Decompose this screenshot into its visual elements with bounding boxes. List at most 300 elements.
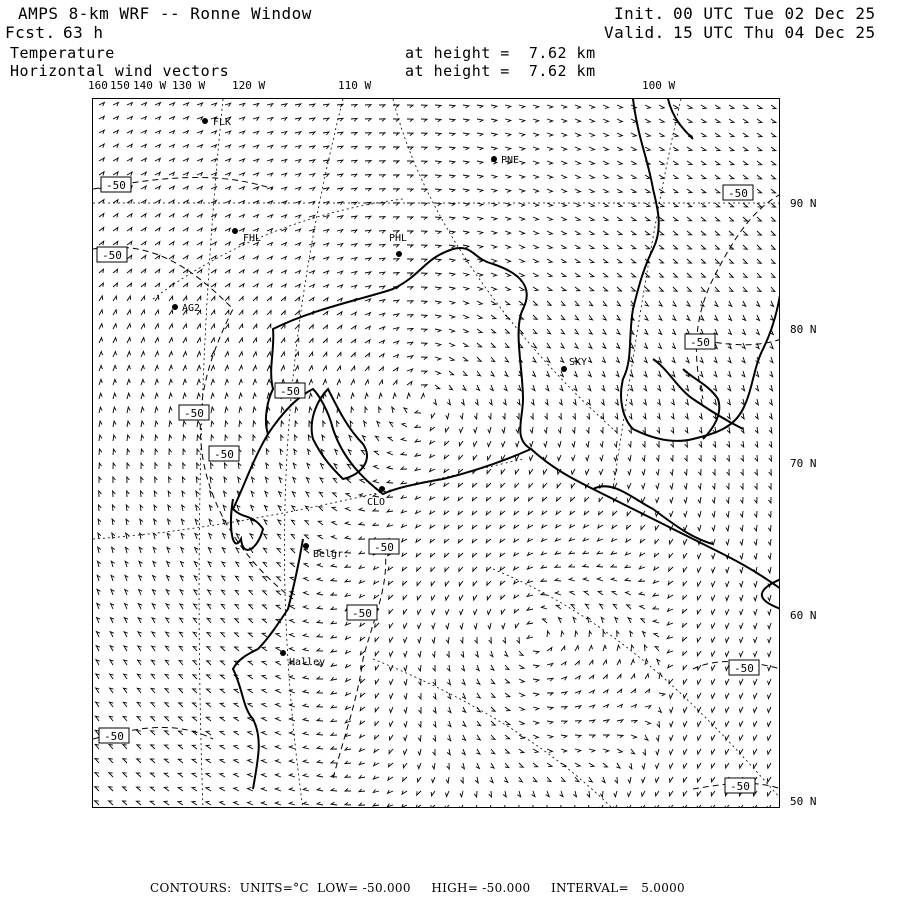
- wind-vector: [699, 441, 702, 447]
- wind-vector: [712, 511, 715, 517]
- wind-vector: [141, 310, 145, 315]
- wind-vector: [757, 105, 762, 109]
- wind-vector: [387, 466, 393, 469]
- wind-vector: [403, 763, 407, 768]
- wind-vector: [575, 147, 581, 151]
- wind-vector: [179, 675, 183, 679]
- wind-vector: [727, 399, 730, 405]
- wind-vector: [491, 315, 496, 319]
- wind-vector: [165, 717, 169, 721]
- wind-vector: [683, 735, 687, 740]
- wind-vector: [626, 538, 631, 542]
- wind-vector: [365, 119, 371, 122]
- wind-vector: [295, 187, 301, 190]
- wind-vector: [461, 665, 464, 671]
- wind-vector: [320, 478, 324, 483]
- wind-vector: [141, 269, 146, 273]
- wind-vector: [757, 119, 762, 123]
- wind-vector: [575, 287, 580, 291]
- wind-vector: [155, 324, 159, 329]
- wind-vector: [351, 393, 354, 399]
- wind-vector: [613, 511, 617, 515]
- wind-vector: [239, 284, 244, 288]
- wind-vector: [433, 679, 436, 685]
- wind-vector: [197, 393, 200, 399]
- wind-vector: [754, 525, 757, 531]
- wind-vector: [379, 203, 385, 206]
- wind-vector: [331, 719, 337, 722]
- wind-vector: [771, 175, 776, 179]
- wind-vector: [603, 675, 607, 679]
- wind-vector: [140, 533, 143, 539]
- wind-vector: [374, 762, 379, 766]
- wind-vector: [141, 324, 145, 329]
- wind-vector: [570, 591, 575, 595]
- wind-vector: [491, 735, 495, 739]
- wind-vector: [351, 380, 355, 385]
- wind-vector: [304, 549, 309, 553]
- wind-vector: [435, 385, 440, 389]
- wind-vector: [477, 273, 483, 276]
- wind-vector: [225, 379, 228, 385]
- wind-vector: [683, 609, 687, 613]
- wind-vector: [309, 271, 315, 274]
- wind-vector: [739, 805, 743, 808]
- wind-vector: [433, 735, 436, 741]
- wind-vector: [561, 217, 566, 221]
- wind-vector: [459, 805, 463, 808]
- wind-vector: [656, 483, 659, 489]
- wind-vector: [430, 468, 435, 472]
- wind-vector: [234, 745, 239, 749]
- wind-vector: [183, 131, 189, 134]
- wind-vector: [643, 632, 647, 637]
- wind-vector: [239, 379, 242, 385]
- wind-vector: [673, 203, 678, 207]
- wind-vector: [505, 763, 509, 768]
- wind-vector: [602, 385, 605, 391]
- wind-vector: [586, 441, 589, 447]
- wind-vector: [309, 243, 315, 246]
- wind-vector: [543, 483, 547, 488]
- wind-vector: [449, 329, 455, 332]
- wind-vector: [449, 245, 455, 248]
- wind-vector: [351, 312, 356, 316]
- wind-vector: [491, 357, 495, 362]
- wind-vector: [683, 539, 687, 544]
- wind-vector: [476, 679, 480, 684]
- wind-vector: [617, 147, 622, 151]
- wind-vector: [502, 623, 505, 629]
- wind-vector: [670, 497, 673, 503]
- wind-vector: [317, 564, 323, 567]
- wind-vector: [239, 187, 245, 191]
- wind-vector: [323, 174, 329, 177]
- wind-vector: [459, 553, 463, 557]
- wind-vector: [644, 357, 647, 363]
- wind-vector: [473, 595, 477, 600]
- wind-vector: [359, 537, 365, 540]
- wind-vector: [598, 591, 603, 595]
- wind-vector: [462, 735, 466, 740]
- wind-vector: [458, 497, 463, 501]
- wind-vector: [617, 119, 622, 123]
- wind-vector: [137, 773, 142, 777]
- wind-vector: [631, 133, 636, 137]
- wind-vector: [687, 147, 692, 151]
- wind-vector: [331, 578, 337, 581]
- wind-vector: [701, 231, 706, 235]
- wind-vector: [715, 287, 719, 291]
- wind-vector: [407, 161, 413, 164]
- wind-vector: [541, 606, 547, 609]
- wind-vector: [641, 805, 645, 808]
- wind-vector: [323, 366, 327, 371]
- wind-vector: [155, 310, 159, 315]
- wind-vector: [687, 259, 691, 263]
- wind-vector: [727, 427, 730, 433]
- wind-vector: [196, 477, 199, 483]
- wind-vector: [220, 773, 225, 777]
- wind-vector: [533, 735, 539, 739]
- wind-vector: [683, 553, 687, 558]
- wind-vector: [291, 520, 295, 525]
- wind-vector: [715, 175, 720, 179]
- wind-vector: [225, 421, 228, 427]
- wind-vector: [123, 759, 127, 763]
- wind-vector: [155, 352, 159, 358]
- wind-vector: [197, 186, 202, 190]
- wind-vector: [458, 525, 463, 529]
- wind-vector: [99, 214, 104, 218]
- wind-vector: [351, 105, 357, 108]
- wind-vector: [547, 301, 551, 305]
- wind-vector: [547, 189, 553, 193]
- wind-vector: [359, 522, 365, 525]
- wind-vector: [197, 352, 201, 357]
- wind-vector: [421, 343, 427, 346]
- wind-vector: [560, 791, 563, 797]
- wind-vector: [206, 731, 211, 735]
- wind-vector: [323, 229, 329, 232]
- wind-vector: [547, 175, 553, 178]
- wind-vector: [375, 707, 379, 712]
- wind-vector: [757, 217, 761, 221]
- wind-vector: [303, 648, 309, 651]
- wind-vector: [281, 159, 287, 162]
- wind-vector: [446, 609, 450, 615]
- wind-vector: [337, 160, 343, 163]
- wind-vector: [561, 777, 565, 781]
- wind-vector: [195, 548, 199, 554]
- contour-line: [333, 539, 386, 779]
- wind-vector: [561, 161, 567, 165]
- wind-vector: [613, 805, 617, 808]
- wind-vector: [346, 636, 352, 640]
- wind-vector: [99, 241, 104, 245]
- wind-vector: [373, 509, 379, 512]
- wind-vector: [462, 721, 466, 726]
- wind-vector: [486, 525, 491, 529]
- wind-vector: [181, 562, 185, 568]
- wind-vector: [402, 553, 407, 557]
- wind-vector: [715, 105, 720, 109]
- wind-vector: [309, 393, 312, 399]
- wind-vector: [251, 505, 255, 511]
- wind-vector: [770, 301, 774, 306]
- wind-vector: [687, 203, 692, 207]
- wind-vector: [729, 119, 734, 123]
- wind-vector: [533, 231, 539, 235]
- wind-vector: [739, 721, 743, 726]
- wind-vector: [401, 510, 407, 513]
- wind-vector: [303, 788, 309, 791]
- wind-vector: [603, 105, 609, 109]
- wind-vector: [165, 646, 169, 651]
- wind-vector: [617, 631, 620, 637]
- wind-vector: [491, 343, 495, 347]
- wind-vector: [447, 735, 450, 741]
- wind-vector: [584, 524, 589, 528]
- wind-vector: [505, 217, 511, 220]
- wind-vector: [99, 421, 102, 427]
- wind-vector: [239, 297, 243, 301]
- wind-vector: [295, 271, 300, 275]
- wind-vector: [687, 273, 691, 277]
- wind-vector: [654, 633, 659, 637]
- wind-vector: [756, 329, 759, 335]
- wind-vector: [502, 441, 505, 447]
- wind-vector: [193, 647, 197, 652]
- wind-vector: [711, 749, 715, 754]
- wind-vector: [725, 805, 729, 808]
- wind-vector: [519, 119, 525, 122]
- wind-vector: [317, 788, 323, 791]
- wind-vector: [331, 635, 337, 638]
- lon-label-130w: 130 W: [172, 79, 206, 92]
- wind-vector: [125, 561, 128, 567]
- wind-vector: [740, 651, 744, 657]
- wind-vector: [276, 718, 282, 722]
- wind-vector: [755, 455, 758, 461]
- wind-vector: [771, 105, 776, 109]
- wind-vector: [125, 604, 129, 610]
- wind-vector: [155, 172, 160, 176]
- wind-vector: [627, 525, 632, 529]
- wind-vector: [529, 455, 533, 460]
- wind-vector: [449, 273, 455, 276]
- wind-vector: [220, 717, 225, 721]
- wind-vector: [444, 455, 449, 459]
- wind-vector: [463, 259, 469, 262]
- wind-vector: [151, 717, 155, 721]
- wind-vector: [670, 721, 673, 727]
- wind-vector: [323, 325, 328, 329]
- wind-vector: [113, 158, 118, 162]
- wind-vector: [491, 217, 497, 220]
- wind-vector: [225, 310, 229, 315]
- wind-vector: [407, 287, 413, 290]
- wind-vector: [558, 441, 561, 447]
- wind-vector: [253, 435, 256, 441]
- wind-vector: [407, 393, 410, 399]
- wind-vector: [151, 731, 155, 735]
- wind-vector: [514, 538, 519, 542]
- wind-vector: [603, 705, 609, 709]
- wind-vector: [711, 623, 715, 628]
- wind-vector: [631, 273, 636, 277]
- wind-vector: [309, 201, 315, 204]
- wind-vector: [178, 731, 183, 735]
- wind-vector: [276, 675, 281, 679]
- wind-vector: [206, 703, 211, 707]
- wind-vector: [365, 174, 371, 177]
- wind-vector: [192, 759, 197, 763]
- wind-vector: [757, 203, 762, 207]
- wind-vector: [575, 189, 580, 193]
- wind-vector: [643, 427, 646, 433]
- wind-vector-field: [95, 102, 776, 808]
- wind-vector: [755, 413, 758, 419]
- wind-vector: [658, 707, 662, 713]
- wind-vector: [474, 805, 477, 808]
- wind-vector: [463, 105, 469, 108]
- wind-vector: [165, 674, 169, 679]
- wind-vector: [431, 553, 436, 557]
- wind-vector: [547, 315, 551, 320]
- wind-vector: [155, 228, 160, 232]
- wind-vector: [235, 605, 239, 610]
- wind-vector: [183, 186, 188, 190]
- wind-vector: [645, 147, 650, 151]
- wind-vector: [365, 353, 370, 357]
- wind-vector: [740, 637, 744, 643]
- wind-vector: [345, 593, 351, 596]
- wind-vector: [415, 467, 421, 470]
- wind-vector: [180, 604, 184, 609]
- wind-vector: [502, 805, 505, 808]
- wind-vector: [725, 749, 729, 754]
- wind-vector: [99, 491, 102, 497]
- wind-vector: [617, 660, 621, 665]
- wind-vector: [421, 287, 427, 290]
- wind-vector: [614, 441, 617, 447]
- wind-vector: [109, 759, 113, 763]
- contour-labels: [97, 177, 759, 793]
- wind-vector: [373, 803, 379, 806]
- wind-vector: [379, 119, 385, 122]
- wind-vector: [459, 455, 463, 459]
- wind-vector: [487, 469, 491, 474]
- wind-vector: [488, 413, 491, 419]
- wind-vector: [210, 477, 213, 483]
- wind-vector: [180, 590, 184, 595]
- wind-vector: [183, 269, 188, 273]
- wind-vector: [546, 791, 550, 797]
- wind-vector: [113, 477, 116, 483]
- wind-vector: [281, 284, 286, 288]
- wind-vector: [183, 242, 188, 246]
- wind-vector: [155, 365, 158, 371]
- wind-vector: [225, 256, 230, 260]
- wind-vector: [555, 592, 561, 595]
- wind-vector: [225, 242, 230, 246]
- wind-vector: [110, 688, 114, 693]
- wind-vector: [519, 189, 525, 192]
- wind-vector: [729, 133, 734, 137]
- wind-vector: [137, 745, 141, 749]
- wind-vector: [575, 315, 579, 320]
- wind-vector: [263, 605, 268, 609]
- wind-vector: [99, 505, 102, 511]
- wind-vector: [603, 749, 609, 752]
- wind-vector: [276, 661, 281, 665]
- wind-vector: [197, 117, 203, 120]
- wind-vector: [138, 632, 142, 637]
- wind-vector: [588, 343, 592, 348]
- wind-vector: [589, 329, 593, 334]
- wind-vector: [379, 286, 385, 289]
- wind-vector: [321, 464, 325, 470]
- wind-vector: [617, 674, 621, 679]
- wind-vector: [616, 763, 620, 768]
- wind-vector: [627, 511, 631, 516]
- wind-vector: [729, 147, 734, 151]
- wind-vector: [714, 301, 718, 306]
- wind-vector: [224, 463, 227, 469]
- wind-vector: [631, 705, 636, 709]
- wind-vector: [151, 759, 156, 763]
- wind-vector: [167, 547, 170, 553]
- wind-vector: [430, 525, 435, 529]
- wind-vector: [697, 595, 701, 600]
- wind-vector: [640, 552, 645, 556]
- wind-vector: [183, 145, 189, 149]
- wind-vector: [727, 385, 730, 391]
- wind-vector: [136, 801, 141, 805]
- wind-vector: [393, 217, 399, 220]
- wind-vector: [262, 760, 268, 764]
- station-dot-belgr: [303, 543, 309, 549]
- wind-vector: [603, 273, 608, 277]
- wind-vector: [711, 609, 715, 614]
- wind-vector: [631, 674, 635, 679]
- wind-vector: [685, 427, 688, 433]
- wind-vector: [771, 259, 775, 263]
- wind-vector: [583, 551, 589, 554]
- wind-vector: [645, 133, 650, 137]
- wind-vector: [267, 159, 273, 162]
- wind-vector: [683, 637, 687, 641]
- wind-vector: [645, 273, 650, 277]
- wind-vector: [625, 552, 631, 555]
- wind-vector: [211, 270, 216, 274]
- wind-vector: [600, 469, 604, 475]
- wind-vector: [421, 371, 427, 374]
- wind-vector: [278, 520, 282, 525]
- wind-vector: [491, 301, 496, 305]
- wind-vector: [275, 788, 281, 791]
- wind-vector: [501, 595, 505, 599]
- wind-vector: [96, 702, 100, 707]
- wind-vector: [687, 175, 692, 179]
- wind-vector: [698, 469, 701, 475]
- wind-vector: [345, 565, 351, 568]
- wind-vector: [435, 161, 441, 164]
- wind-vector: [345, 579, 351, 582]
- wind-vector: [711, 665, 715, 670]
- wind-vector: [491, 273, 497, 276]
